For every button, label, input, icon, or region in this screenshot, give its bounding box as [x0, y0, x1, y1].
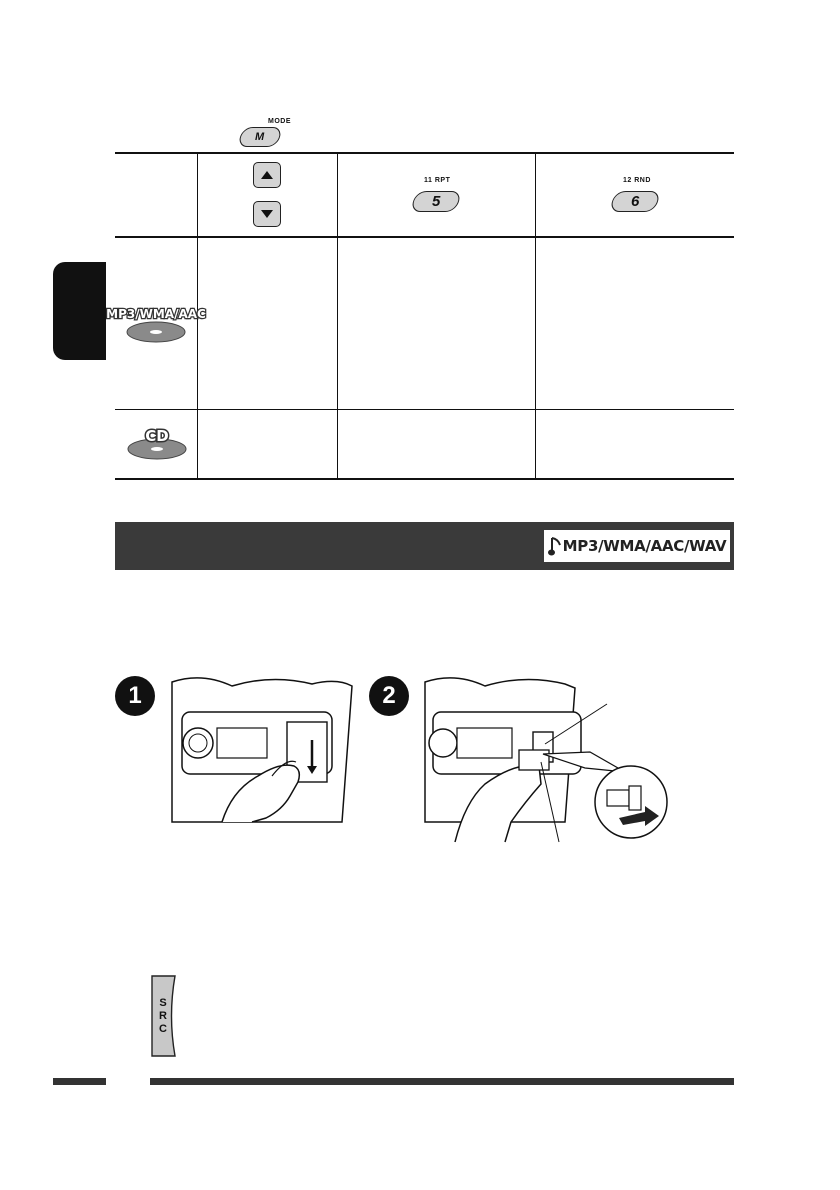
src-button-label: SRC	[159, 997, 167, 1035]
folder-up-button	[253, 162, 281, 188]
rpt-button-key: 5	[431, 193, 441, 210]
rnd-button	[610, 191, 660, 212]
mode-button-label: MODE	[268, 118, 291, 125]
footer-bar-right	[150, 1078, 734, 1085]
step-2-number: 2	[369, 676, 409, 716]
triangle-up-icon	[260, 170, 274, 180]
folder-down-button	[253, 201, 281, 227]
format-badge	[544, 530, 730, 562]
step-1-number: 1	[115, 676, 155, 716]
triangle-down-icon	[260, 209, 274, 219]
usb-cover-open-illustration	[162, 672, 362, 827]
format-badge-text: MP3/WMA/AAC/WAV	[562, 537, 727, 555]
cd-disc-icon	[125, 425, 189, 461]
rpt-button-label: 11 RPT	[424, 177, 451, 184]
section-banner	[115, 522, 734, 570]
language-tab	[53, 262, 106, 360]
rnd-button-key: 6	[630, 193, 640, 210]
rpt-button	[411, 191, 461, 212]
mp3-icon-text: MP3/WMA/AAC	[106, 307, 206, 321]
rnd-button-label: 12 RND	[623, 177, 651, 184]
usb-device-connect-illustration	[415, 672, 673, 847]
footer-bar-left	[53, 1078, 106, 1085]
mp3-wma-aac-disc-icon	[106, 302, 206, 346]
music-note-icon	[548, 535, 562, 557]
cd-icon-text: CD	[145, 427, 169, 445]
mode-button-key: M	[255, 131, 265, 143]
mode-button	[238, 127, 282, 147]
